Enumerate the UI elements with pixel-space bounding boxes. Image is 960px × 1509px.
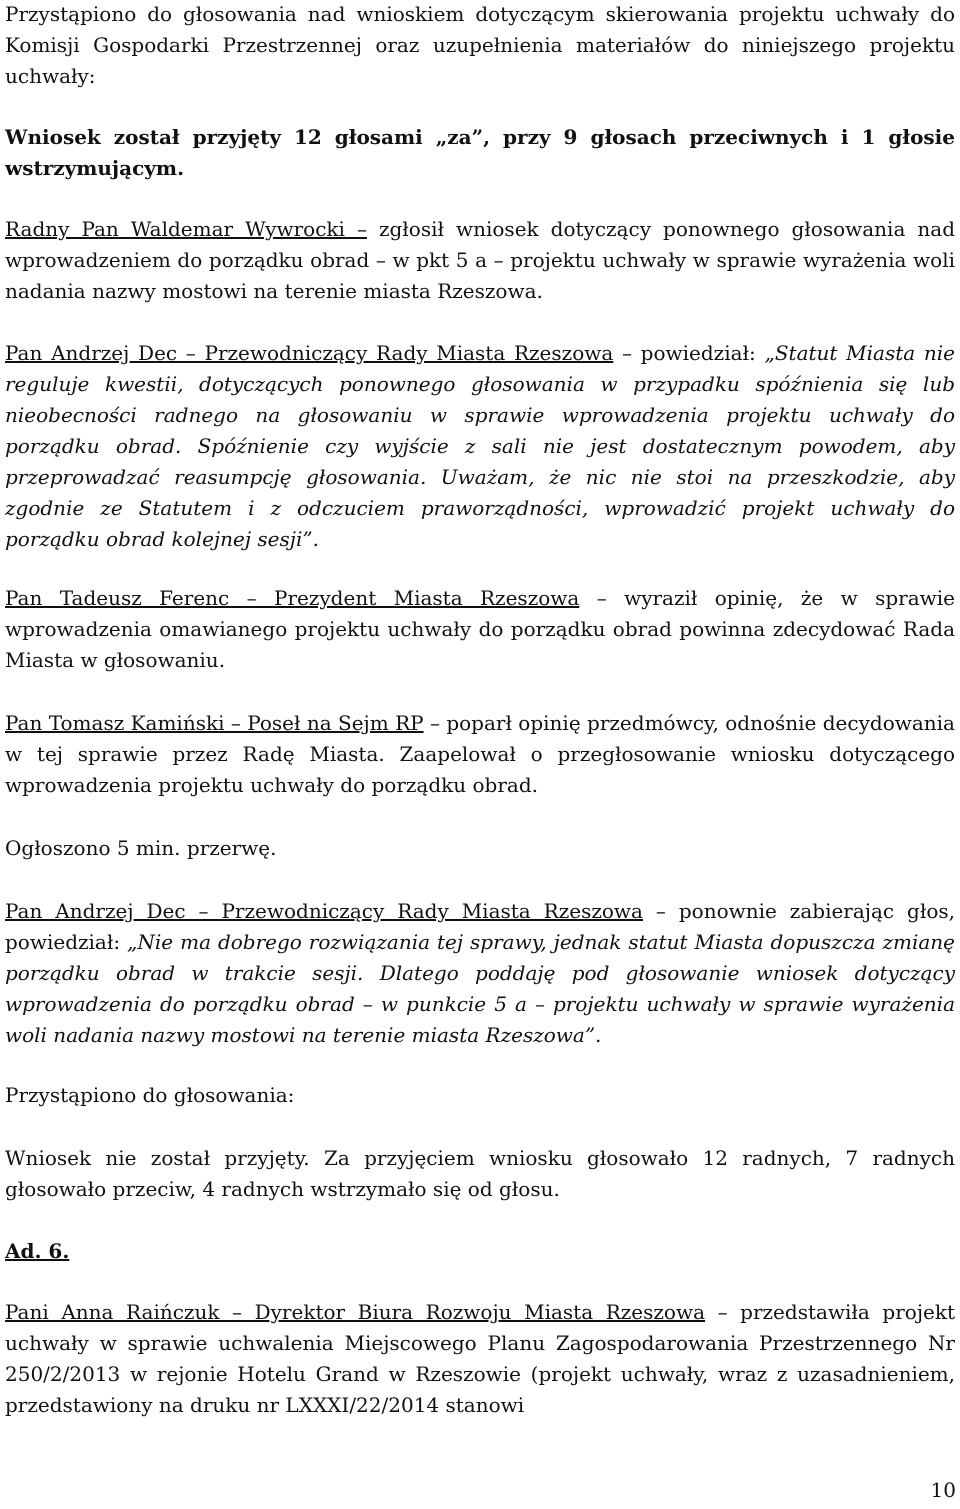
paragraph-dec-statement-1: Pan Andrzej Dec – Przewodniczący Rady Miasta Rzeszowa – powiedział: „Statut Miasta nie reguluje kwestii, dotyczących ponownego głosowania w przypadku spóźnienia się lub nieobecności radnego na głosowaniu w sprawie wprowadzenia projektu uchwały do porządku obrad. Spóźnienie czy wyjście z sali nie jest dostatecznym powodem, aby przeprowadzać reasumpcję głosowania. Uważam, że nic nie stoi na przeszkodzie, aby zgodnie ze Statutem i z odczuciem praworządności, wprowadzić projekt uchwały do porządku obrad kolejnej sesji”. bbox=[5, 341, 955, 551]
paragraph-break: Ogłoszono 5 min. przerwę. bbox=[5, 836, 277, 860]
paragraph-rainczuk: Pani Anna Raińczuk – Dyrektor Biura Rozwoju Miasta Rzeszowa – przedstawiła projekt uchwały w sprawie uchwalenia Miejscowego Planu Zagospodarowania Przestrzennego Nr 250/2/2013 w rejonie Hotelu Grand w Rzeszowie (projekt uchwały, wraz z uzasadnieniem, przedstawiony na druku nr LXXXI/22/2014 stanowi bbox=[5, 1300, 956, 1417]
paragraph-vote-result-1: Wniosek został przyjęty 12 głosami „za”, przy 9 głosach przeciwnych i 1 głosie wstrzymującym. bbox=[5, 125, 955, 180]
paragraph-voting-intro: Przystąpiono do głosowania nad wnioskiem dotyczącym skierowania projektu uchwały do Komisji Gospodarki Przestrzennej oraz uzupełnienia materiałów do niniejszego projektu uchwały: bbox=[5, 2, 955, 88]
paragraph-ferenc: Pan Tadeusz Ferenc – Prezydent Miasta Rzeszowa – wyraził opinię, że w sprawie wprowadzenia omawianego projektu uchwały do porządku obrad powinna zdecydować Rada Miasta w głosowaniu. bbox=[5, 586, 955, 672]
paragraph-dec-statement-2: Pan Andrzej Dec – Przewodniczący Rady Miasta Rzeszowa – ponownie zabierając głos, powiedział: „Nie ma dobrego rozwiązania tej sprawy, jednak statut Miasta dopuszcza zmianę porządku obrad w trakcie sesji. Dlatego poddaję pod głosowanie wniosek dotyczący wprowadzenia do porządku obrad – w punkcie 5 a – projektu uchwały w sprawie wyrażenia woli nadania nazwy mostowi na terenie miasta Rzeszowa”. bbox=[5, 899, 956, 1047]
paragraph-voting-start: Przystąpiono do głosowania: bbox=[5, 1083, 295, 1107]
paragraph-wywrocki: Radny Pan Waldemar Wywrocki – zgłosił wniosek dotyczący ponownego głosowania nad wprowadzeniem do porządku obrad – w pkt 5 a – projektu uchwały w sprawie wyrażenia woli nadania nazwy mostowi na terenie miasta Rzeszowa. bbox=[5, 217, 956, 303]
speaker-name: Pani Anna Raińczuk – Dyrektor Biura Rozwoju Miasta Rzeszowa bbox=[5, 1300, 706, 1324]
paragraph-kaminski: Pan Tomasz Kamiński – Poseł na Sejm RP – poparł opinię przedmówcy, odnośnie decydowania w tej sprawie przez Radę Miasta. Zaapelował o przegłosowanie wniosku dotyczącego wprowadzenia projektu uchwały do porządku obrad. bbox=[5, 711, 955, 797]
paragraph-vote-result-2: Wniosek nie został przyjęty. Za przyjęciem wniosku głosowało 12 radnych, 7 radnych głosowało przeciw, 4 radnych wstrzymało się od głosu. bbox=[5, 1146, 955, 1201]
speaker-name: Pan Andrzej Dec – Przewodniczący Rady Miasta Rzeszowa bbox=[5, 341, 614, 365]
section-heading-ad6: Ad. 6. bbox=[5, 1239, 70, 1263]
speaker-name: Pan Tadeusz Ferenc – Prezydent Miasta Rzeszowa bbox=[5, 586, 580, 610]
quote-text: „Statut Miasta nie reguluje kwestii, dotyczących ponownego głosowania w przypadku spóźnienia się lub nieobecności radnego na głosowaniu w sprawie wprowadzenia projektu uchwały do porządku obrad. Spóźnienie czy wyjście z sali nie jest dostatecznym powodem, aby przeprowadzać reasumpcję głosowania. Uważam, że nic nie stoi na przeszkodzie, aby zgodnie ze Statutem i z odczuciem praworządności, wprowadzić projekt uchwały do porządku obrad kolejnej sesji”. bbox=[5, 341, 955, 551]
speaker-name: Pan Tomasz Kamiński – Poseł na Sejm RP bbox=[5, 711, 424, 735]
page-number: 10 bbox=[930, 1478, 956, 1502]
speaker-name: Radny Pan Waldemar Wywrocki – bbox=[5, 217, 367, 241]
quote-text: „Nie ma dobrego rozwiązania tej sprawy, jednak statut Miasta dopuszcza zmianę porządku obrad w trakcie sesji. Dlatego poddaję pod głosowanie wniosek dotyczący wprowadzenia do porządku obrad – w punkcie 5 a – projektu uchwały w sprawie wyrażenia woli nadania nazwy mostowi na terenie miasta Rzeszowa”. bbox=[5, 930, 955, 1047]
speaker-name: Pan Andrzej Dec – Przewodniczący Rady Miasta Rzeszowa bbox=[5, 899, 643, 923]
